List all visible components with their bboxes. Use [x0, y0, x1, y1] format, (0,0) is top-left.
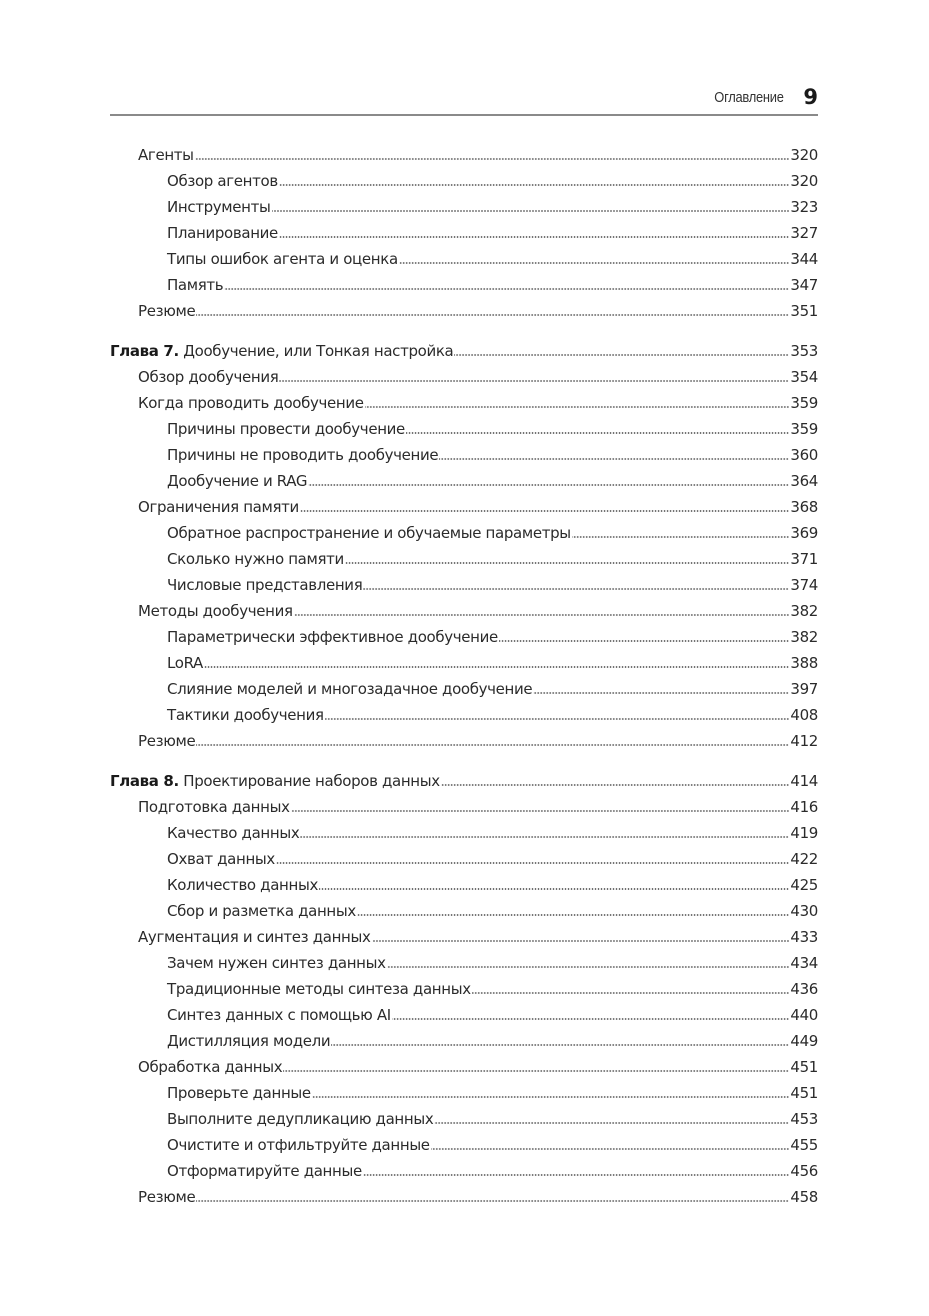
- toc-entry[interactable]: [110, 1106, 818, 1132]
- toc-entry-text: Синтез данных с помощью AI: [167, 1006, 391, 1024]
- toc-entry-text: Резюме: [138, 1188, 196, 1206]
- toc-page-number: 434: [790, 954, 818, 972]
- dot-leader: [224, 288, 789, 290]
- toc-entry-text: Обзор дообучения: [138, 368, 279, 386]
- toc-page-number: 382: [790, 628, 818, 646]
- toc-entry-text: Агенты: [138, 146, 194, 164]
- toc-entry-text: Ограничения памяти: [138, 498, 299, 516]
- toc-page-number: 359: [790, 420, 818, 438]
- toc-entry[interactable]: [110, 1184, 818, 1210]
- toc-entry-title: [167, 1132, 430, 1158]
- dot-leader: [196, 314, 789, 316]
- toc-entry[interactable]: [110, 872, 818, 898]
- toc-entry-title: [167, 168, 278, 194]
- toc-entry-text: Тактики дообучения: [167, 706, 324, 724]
- toc-entry-text: Зачем нужен синтез данных: [167, 954, 386, 972]
- dot-leader: [272, 210, 790, 212]
- toc-entry-text: Охват данных: [167, 850, 275, 868]
- toc-page-number: 412: [790, 732, 818, 750]
- toc-entry-title: [167, 220, 278, 246]
- toc-entry-title: [138, 1184, 195, 1210]
- toc-entry-text: Инструменты: [167, 198, 271, 216]
- toc-page-number: 369: [790, 524, 818, 542]
- toc-page-number: 451: [790, 1084, 818, 1102]
- toc-entry-text: Качество данных: [167, 824, 300, 842]
- dot-leader: [312, 1096, 789, 1098]
- toc-entry-text: Причины не проводить дообучение: [167, 446, 439, 464]
- toc-entry[interactable]: [110, 246, 818, 272]
- dot-leader: [308, 484, 789, 486]
- toc-page-number: 320: [790, 146, 818, 164]
- dot-leader: [399, 262, 789, 264]
- toc-entry[interactable]: [110, 1028, 818, 1054]
- toc-page-number: 458: [790, 1188, 818, 1206]
- toc-entry-title: [110, 768, 440, 794]
- toc-entry-text: Параметрически эффективное дообучение: [167, 628, 498, 646]
- dot-leader: [392, 1018, 789, 1020]
- toc-entry[interactable]: [110, 950, 818, 976]
- running-header: [110, 80, 818, 114]
- dot-leader: [533, 692, 789, 694]
- toc-entry-text: Сколько нужно памяти: [167, 550, 344, 568]
- toc-page-number: 436: [790, 980, 818, 998]
- toc-entry-title: [138, 1054, 282, 1080]
- toc-entry-text: Методы дообучения: [138, 602, 293, 620]
- toc-page-number: 368: [790, 498, 818, 516]
- toc-entry-text: LoRA: [167, 654, 203, 672]
- toc-page-number: 364: [790, 472, 818, 490]
- toc-entry-text: Причины провести дообучение: [167, 420, 405, 438]
- toc-page-number: 320: [790, 172, 818, 190]
- toc-entry[interactable]: [110, 1132, 818, 1158]
- dot-leader: [325, 718, 789, 720]
- toc-page-number: 354: [790, 368, 818, 386]
- dot-leader: [434, 1122, 789, 1124]
- toc-entry[interactable]: [110, 598, 818, 624]
- toc-entry-text: Обзор агентов: [167, 172, 278, 190]
- toc-page-number: 433: [790, 928, 818, 946]
- toc-entry-title: [138, 494, 299, 520]
- toc-entry-text: Отформатируйте данные: [167, 1162, 362, 1180]
- dot-leader: [357, 914, 789, 916]
- page-number: 9: [803, 85, 818, 109]
- toc-entry[interactable]: [110, 898, 818, 924]
- toc-entry-text: Подготовка данных: [138, 798, 290, 816]
- dot-leader: [291, 810, 789, 812]
- toc-entry-title: [167, 1158, 362, 1184]
- toc-entry[interactable]: [110, 976, 818, 1002]
- toc-entry-title: [138, 794, 290, 820]
- toc-page-number: 455: [790, 1136, 818, 1154]
- toc-entry-title: [167, 650, 203, 676]
- toc-page-number: 397: [790, 680, 818, 698]
- toc-entry-title: [110, 338, 453, 364]
- toc-entry[interactable]: [110, 702, 818, 728]
- toc-page-number: 323: [790, 198, 818, 216]
- dot-leader: [276, 862, 789, 864]
- toc-entry-title: [138, 728, 195, 754]
- toc-entry-text: Обработка данных: [138, 1058, 283, 1076]
- toc-entry[interactable]: [110, 572, 818, 598]
- toc-page-number: 359: [790, 394, 818, 412]
- toc-entry-text: Сбор и разметка данных: [167, 902, 356, 920]
- toc-chapter-entry[interactable]: [110, 768, 818, 794]
- toc-entry-title: [167, 546, 344, 572]
- toc-entry-text: Планирование: [167, 224, 278, 242]
- toc-entry-text: Традиционные методы синтеза данных: [167, 980, 471, 998]
- toc-page-number: 347: [790, 276, 818, 294]
- toc-entry-title: [167, 820, 299, 846]
- toc-entry-title: [167, 702, 324, 728]
- dot-leader: [441, 784, 789, 786]
- toc-entry[interactable]: [110, 728, 818, 754]
- toc-entry[interactable]: [110, 846, 818, 872]
- dot-leader: [294, 614, 789, 616]
- toc-entry-title: [138, 598, 293, 624]
- chapter-number: Глава 8.: [110, 772, 179, 790]
- toc-page-number: 353: [790, 342, 818, 360]
- toc-entry-text: Числовые представления: [167, 576, 363, 594]
- toc-entry-title: [167, 246, 398, 272]
- toc-entry-text: Проектирование наборов данных: [183, 772, 440, 790]
- toc-entry[interactable]: [110, 142, 818, 168]
- toc-page-number: 408: [790, 706, 818, 724]
- dot-leader: [300, 510, 789, 512]
- toc-entry[interactable]: [110, 520, 818, 546]
- toc-entry-title: [167, 416, 405, 442]
- dot-leader: [572, 536, 789, 538]
- toc-entry-title: [167, 846, 275, 872]
- toc-entry-title: [167, 1002, 391, 1028]
- dot-leader: [345, 562, 789, 564]
- toc-page-number: 382: [790, 602, 818, 620]
- toc-entry-text: Проверьте данные: [167, 1084, 311, 1102]
- toc-entry-title: [167, 898, 356, 924]
- running-header-title: Оглавление: [714, 89, 784, 106]
- toc-chapter-entry[interactable]: [110, 338, 818, 364]
- toc-entry[interactable]: [110, 272, 818, 298]
- toc-entry-text: Дообучение и RAG: [167, 472, 308, 490]
- toc-entry[interactable]: [110, 416, 818, 442]
- toc-entry[interactable]: [110, 298, 818, 324]
- toc-entry-title: [167, 1106, 433, 1132]
- toc-entry-text: Дообучение, или Тонкая настройка: [183, 342, 454, 360]
- toc-entry-text: Типы ошибок агента и оценка: [167, 250, 398, 268]
- toc-entry[interactable]: [110, 468, 818, 494]
- toc-entry-title: [138, 142, 194, 168]
- toc-entry[interactable]: [110, 1080, 818, 1106]
- toc-entry[interactable]: [110, 650, 818, 676]
- toc-entry-text: Аугментация и синтез данных: [138, 928, 371, 946]
- toc-page-number: 456: [790, 1162, 818, 1180]
- dot-leader: [279, 184, 789, 186]
- toc-entry-text: Слияние моделей и многозадачное дообучение: [167, 680, 533, 698]
- toc-entry-title: [167, 1080, 311, 1106]
- toc-page-number: 453: [790, 1110, 818, 1128]
- toc-entry-text: Количество данных: [167, 876, 318, 894]
- toc-page-number: 419: [790, 824, 818, 842]
- toc-entry[interactable]: [110, 1158, 818, 1184]
- dot-leader: [195, 158, 789, 160]
- dot-leader: [331, 1044, 789, 1046]
- toc-page-number: 374: [790, 576, 818, 594]
- toc-page-number: 388: [790, 654, 818, 672]
- toc-page-number: 440: [790, 1006, 818, 1024]
- toc-entry[interactable]: [110, 220, 818, 246]
- dot-leader: [454, 354, 789, 356]
- dot-leader: [300, 836, 789, 838]
- toc-page-number: 451: [790, 1058, 818, 1076]
- dot-leader: [196, 744, 789, 746]
- dot-leader: [387, 966, 789, 968]
- toc-entry-title: [167, 676, 532, 702]
- toc-entry-title: [167, 976, 471, 1002]
- toc-entry[interactable]: [110, 194, 818, 220]
- dot-leader: [279, 380, 789, 382]
- toc-entry[interactable]: [110, 676, 818, 702]
- dot-leader: [372, 940, 789, 942]
- toc-entry-text: Когда проводить дообучение: [138, 394, 364, 412]
- toc-page-number: 371: [790, 550, 818, 568]
- toc-entry[interactable]: [110, 1054, 818, 1080]
- dot-leader: [365, 406, 789, 408]
- toc-entry-text: Обратное распространение и обучаемые параметры: [167, 524, 571, 542]
- toc-entry[interactable]: [110, 442, 818, 468]
- toc-entry[interactable]: [110, 924, 818, 950]
- dot-leader: [439, 458, 789, 460]
- toc-entry-title: [167, 872, 318, 898]
- toc-entry-title: [138, 390, 364, 416]
- toc-entry[interactable]: [110, 168, 818, 194]
- toc-entry[interactable]: [110, 364, 818, 390]
- dot-leader: [283, 1070, 789, 1072]
- toc-entry-text: Резюме: [138, 302, 196, 320]
- toc-entry[interactable]: [110, 390, 818, 416]
- toc-entry-title: [167, 442, 438, 468]
- dot-leader: [204, 666, 789, 668]
- toc-page-number: 351: [790, 302, 818, 320]
- dot-leader: [279, 236, 789, 238]
- dot-leader: [431, 1148, 789, 1150]
- toc-page-number: 327: [790, 224, 818, 242]
- dot-leader: [196, 1200, 789, 1202]
- toc-entry[interactable]: [110, 820, 818, 846]
- toc-entry-title: [167, 572, 362, 598]
- toc-entry-title: [167, 624, 498, 650]
- dot-leader: [406, 432, 789, 434]
- toc-entry-title: [138, 924, 371, 950]
- toc-entry-title: [167, 468, 307, 494]
- toc-page-number: 414: [790, 772, 818, 790]
- toc-entry-title: [167, 1028, 330, 1054]
- toc-page-number: 422: [790, 850, 818, 868]
- toc-entry-title: [167, 950, 386, 976]
- table-of-contents: [110, 142, 818, 1210]
- toc-entry-text: Выполните дедупликацию данных: [167, 1110, 434, 1128]
- toc-entry-text: Очистите и отфильтруйте данные: [167, 1136, 430, 1154]
- dot-leader: [319, 888, 789, 890]
- toc-entry-text: Память: [167, 276, 224, 294]
- toc-entry[interactable]: [110, 546, 818, 572]
- toc-entry[interactable]: [110, 624, 818, 650]
- dot-leader: [499, 640, 789, 642]
- toc-entry[interactable]: [110, 794, 818, 820]
- toc-page-number: 425: [790, 876, 818, 894]
- toc-entry-title: [167, 520, 571, 546]
- toc-page-number: 416: [790, 798, 818, 816]
- toc-entry-title: [167, 194, 271, 220]
- chapter-number: Глава 7.: [110, 342, 179, 360]
- dot-leader: [363, 588, 789, 590]
- toc-entry-title: [167, 272, 223, 298]
- toc-page-number: 344: [790, 250, 818, 268]
- toc-entry[interactable]: [110, 1002, 818, 1028]
- header-rule: [110, 114, 818, 116]
- toc-entry-text: Дистилляция модели: [167, 1032, 331, 1050]
- toc-entry-title: [138, 298, 195, 324]
- dot-leader: [472, 992, 789, 994]
- toc-entry-title: [138, 364, 278, 390]
- dot-leader: [363, 1174, 789, 1176]
- toc-entry[interactable]: [110, 494, 818, 520]
- toc-page-number: 449: [790, 1032, 818, 1050]
- toc-page-number: 430: [790, 902, 818, 920]
- toc-page-number: 360: [790, 446, 818, 464]
- toc-entry-text: Резюме: [138, 732, 196, 750]
